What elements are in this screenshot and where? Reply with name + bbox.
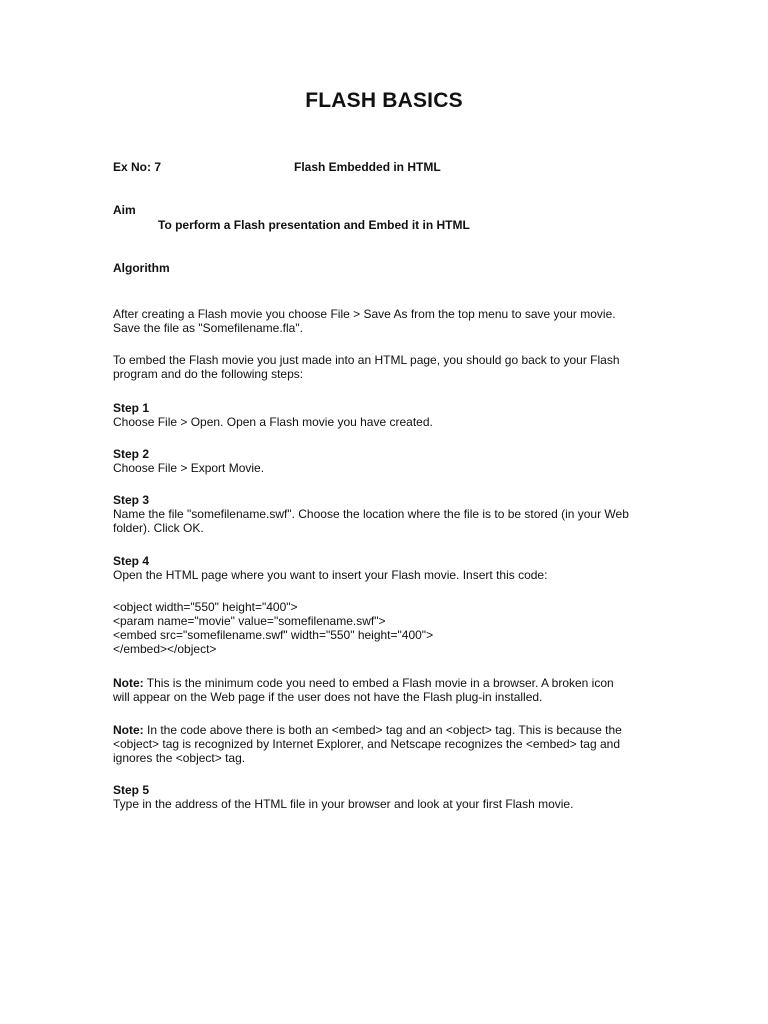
embed-intro-paragraph — [113, 353, 673, 381]
note-text: will appear on the Web page if the user does not have the Flash plug-in installed. — [113, 690, 543, 704]
note-label: Note: — [113, 723, 144, 737]
aim-heading: Aim — [113, 203, 136, 217]
intro-line: Save the file as "Somefilename.fla". — [113, 321, 303, 335]
step-text: Choose File > Open. Open a Flash movie you have created. — [113, 415, 433, 429]
note-text: In the code above there is both an <embed> tag and an <object> tag. This is because the — [143, 723, 622, 737]
note-1 — [113, 676, 673, 704]
document-title: FLASH BASICS — [305, 89, 463, 112]
exercise-number: Ex No: 7 — [113, 160, 162, 174]
note-text: ignores the <object> tag. — [113, 751, 246, 765]
intro-paragraph — [113, 307, 673, 335]
step-text: Name the file "somefilename.swf". Choose the location where the file is to be stored (in your Web — [113, 507, 629, 521]
step-2 — [113, 447, 673, 475]
note-2 — [113, 723, 673, 765]
step-text: folder). Click OK. — [113, 521, 204, 535]
exercise-title: Flash Embedded in HTML — [294, 160, 441, 174]
step-label: Step 1 — [113, 401, 150, 415]
code-block — [113, 600, 673, 656]
note-text: <object> tag is recognized by Internet Explorer, and Netscape recognizes the <embed> tag and — [113, 737, 620, 751]
step-text: Type in the address of the HTML file in your browser and look at your first Flash movie. — [113, 797, 574, 811]
step-text: Open the HTML page where you want to insert your Flash movie. Insert this code: — [113, 568, 548, 582]
step-label: Step 3 — [113, 493, 150, 507]
step-label: Step 4 — [113, 554, 150, 568]
step-label: Step 5 — [113, 783, 150, 797]
intro-line: After creating a Flash movie you choose File > Save As from the top menu to save your movie. — [113, 307, 616, 321]
code-line: <embed src="somefilename.swf" width="550" height="400"> — [113, 628, 434, 642]
aim-text: To perform a Flash presentation and Embed it in HTML — [158, 218, 470, 232]
embed-intro-line: program and do the following steps: — [113, 367, 304, 381]
embed-intro-line: To embed the Flash movie you just made into an HTML page, you should go back to your Flash — [113, 353, 620, 367]
note-label: Note: — [113, 676, 144, 690]
step-4 — [113, 554, 673, 582]
algorithm-heading: Algorithm — [113, 261, 170, 275]
step-label: Step 2 — [113, 447, 150, 461]
step-5 — [113, 783, 673, 811]
step-1 — [113, 401, 673, 429]
code-line: </embed></object> — [113, 642, 217, 656]
code-line: <object width="550" height="400"> — [113, 600, 298, 614]
note-text: This is the minimum code you need to embed a Flash movie in a browser. A broken icon — [143, 676, 614, 690]
step-text: Choose File > Export Movie. — [113, 461, 265, 475]
step-3 — [113, 493, 673, 535]
code-line: <param name="movie" value="somefilename.swf"> — [113, 614, 386, 628]
